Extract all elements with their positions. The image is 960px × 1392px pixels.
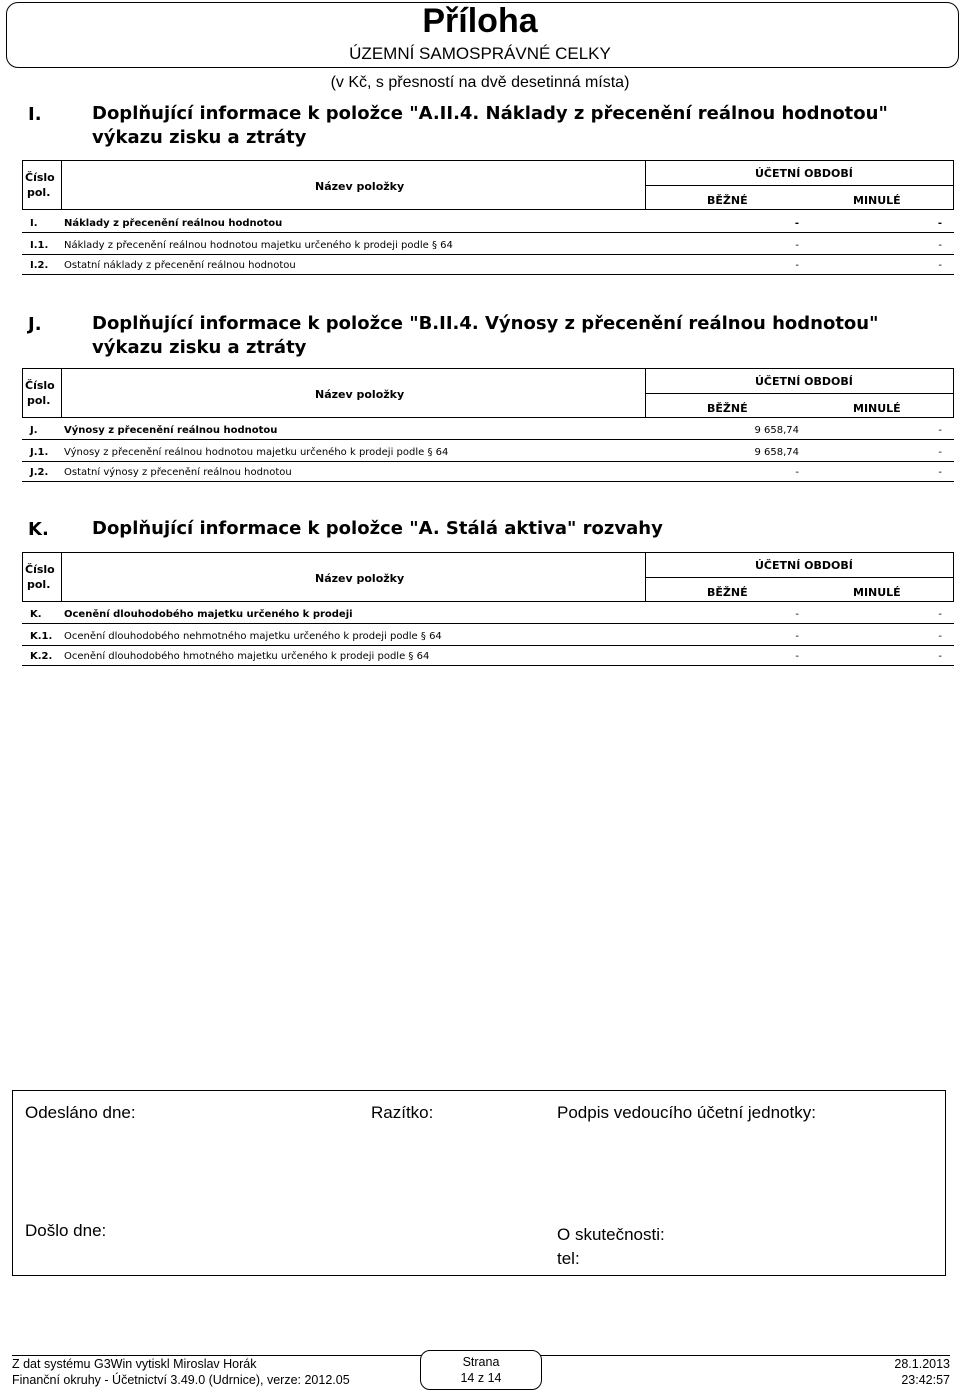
section-j-table-header — [22, 368, 954, 418]
page-label: Strana — [462, 1355, 500, 1369]
col-period: ÚČETNÍ OBDOBÍ — [755, 375, 853, 388]
section-i-letter: I. — [28, 104, 42, 125]
footer-software: Finanční okruhy - Účetnictví 3.49.0 (Udrnice), verze: 2012.05 — [12, 1373, 350, 1387]
table-row: I.1. Náklady z přecenění reálnou hodnotou majetku určeného k prodeji podle § 64 - - — [22, 240, 954, 260]
page-number-box — [420, 1350, 542, 1390]
report-title: Příloha — [422, 2, 538, 40]
col-code-line1: Číslo — [25, 379, 55, 392]
table-row: I. Náklady z přecenění reálnou hodnotou - - — [22, 218, 954, 238]
footer-date: 28.1.2013 — [894, 1357, 950, 1371]
col-name: Název položky — [315, 572, 405, 585]
col-current: BĚŽNÉ — [707, 402, 748, 415]
col-code-line1: Číslo — [25, 171, 55, 184]
table-row: I.2. Ostatní náklady z přecenění reálnou hodnotou - - — [22, 260, 954, 280]
col-code-line2: pol. — [27, 186, 51, 199]
col-period: ÚČETNÍ OBDOBÍ — [755, 167, 853, 180]
section-j-title — [92, 312, 878, 360]
col-previous: MINULÉ — [853, 586, 901, 599]
fact-label: O skutečnosti: — [557, 1225, 665, 1244]
col-current: BĚŽNÉ — [707, 586, 748, 599]
section-i-title-line2: výkazu zisku a ztráty — [92, 127, 307, 148]
tel-label: tel: — [557, 1249, 580, 1268]
table-row: J.1. Výnosy z přecenění reálnou hodnotou majetku určeného k prodeji podle § 64 9 658,74 - — [22, 447, 954, 467]
section-k-letter: K. — [28, 519, 49, 540]
col-previous: MINULÉ — [853, 194, 901, 207]
col-code-line2: pol. — [27, 578, 51, 591]
table-row: J. Výnosy z přecenění reálnou hodnotou 9 658,74 - — [22, 425, 954, 445]
signature-label: Podpis vedoucího účetní jednotky: — [557, 1103, 816, 1122]
received-date-label: Došlo dne: — [25, 1221, 107, 1240]
table-row: K.2. Ocenění dlouhodobého hmotného majetku určeného k prodeji podle § 64 - - — [22, 651, 954, 671]
stamp-label: Razítko: — [371, 1103, 434, 1122]
col-code-line2: pol. — [27, 394, 51, 407]
col-name: Název položky — [315, 180, 405, 193]
table-row: J.2. Ostatní výnosy z přecenění reálnou hodnotou - - — [22, 467, 954, 487]
col-period: ÚČETNÍ OBDOBÍ — [755, 559, 853, 572]
col-name: Název položky — [315, 388, 405, 401]
section-j-title-line2: výkazu zisku a ztráty — [92, 337, 307, 358]
report-subtitle: ÚZEMNÍ SAMOSPRÁVNÉ CELKY — [349, 44, 611, 63]
section-i-title-line1: Doplňující informace k položce "A.II.4. Náklady z přecenění reálnou hodnotou" — [92, 103, 888, 124]
section-k-title — [92, 517, 663, 541]
section-i-title — [92, 102, 888, 150]
col-previous: MINULÉ — [853, 402, 901, 415]
section-k-table-header — [22, 552, 954, 602]
section-k-title-line1: Doplňující informace k položce "A. Stálá aktiva" rozvahy — [92, 518, 663, 539]
footer-time: 23:42:57 — [901, 1373, 950, 1387]
section-j-letter: J. — [28, 314, 42, 335]
table-row: K.1. Ocenění dlouhodobého nehmotného majetku určeného k prodeji podle § 64 - - — [22, 631, 954, 651]
currency-note: (v Kč, s přesností na dvě desetinná místa) — [330, 74, 630, 91]
table-row: K. Ocenění dlouhodobého majetku určeného k prodeji - - — [22, 609, 954, 629]
col-code-line1: Číslo — [25, 563, 55, 576]
col-current: BĚŽNÉ — [707, 194, 748, 207]
section-j-title-line1: Doplňující informace k položce "B.II.4. Výnosy z přecenění reálnou hodnotou" — [92, 313, 879, 334]
page-value: 14 z 14 — [460, 1371, 502, 1385]
footer-printed-by: Z dat systému G3Win vytiskl Miroslav Horák — [12, 1357, 257, 1371]
sent-date-label: Odesláno dne: — [25, 1103, 136, 1122]
section-i-table-header — [22, 160, 954, 210]
signature-box — [12, 1090, 946, 1276]
